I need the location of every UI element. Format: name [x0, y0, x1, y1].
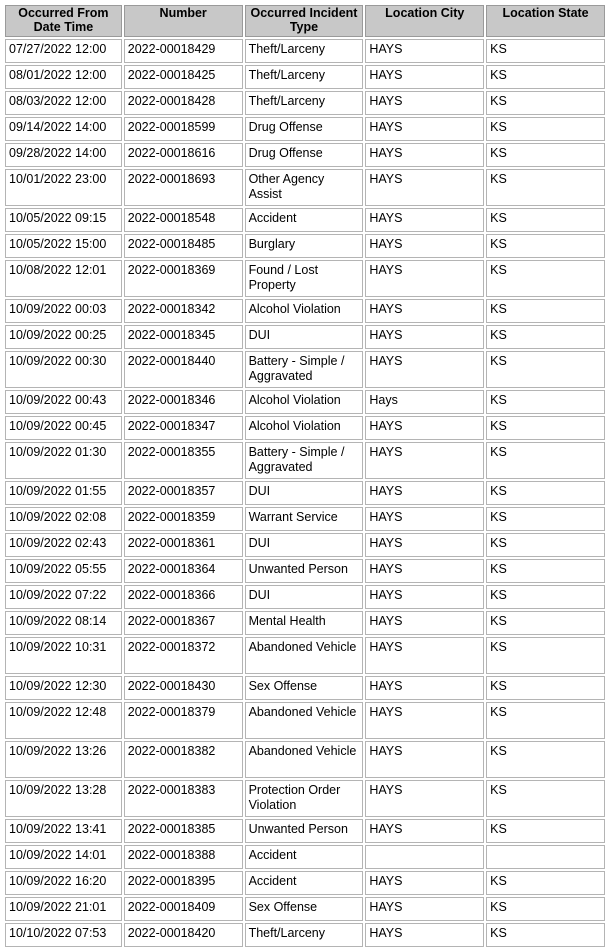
- cell-state: KS: [486, 871, 605, 895]
- cell-date-time: 10/09/2022 16:20: [5, 871, 122, 895]
- cell-number: 2022-00018409: [124, 897, 243, 921]
- cell-city: HAYS: [365, 143, 484, 167]
- cell-date-time: 10/09/2022 12:48: [5, 702, 122, 739]
- cell-incident-type: Alcohol Violation: [245, 416, 364, 440]
- cell-incident-type: DUI: [245, 325, 364, 349]
- cell-number: 2022-00018372: [124, 637, 243, 674]
- cell-state: KS: [486, 481, 605, 505]
- cell-city: HAYS: [365, 923, 484, 947]
- cell-incident-type: Accident: [245, 871, 364, 895]
- cell-date-time: 10/09/2022 02:08: [5, 507, 122, 531]
- cell-date-time: 10/09/2022 02:43: [5, 533, 122, 557]
- cell-number: 2022-00018382: [124, 741, 243, 778]
- table-row: [5, 91, 605, 115]
- cell-state: KS: [486, 143, 605, 167]
- cell-number: 2022-00018693: [124, 169, 243, 206]
- cell-incident-type: Theft/Larceny: [245, 923, 364, 947]
- cell-city: [365, 845, 484, 869]
- cell-date-time: 10/09/2022 01:55: [5, 481, 122, 505]
- cell-city: HAYS: [365, 299, 484, 323]
- cell-incident-type: Unwanted Person: [245, 559, 364, 583]
- cell-date-time: 08/03/2022 12:00: [5, 91, 122, 115]
- cell-date-time: 10/09/2022 10:31: [5, 637, 122, 674]
- cell-city: HAYS: [365, 611, 484, 635]
- cell-date-time: 10/09/2022 08:14: [5, 611, 122, 635]
- cell-state: KS: [486, 507, 605, 531]
- cell-number: 2022-00018379: [124, 702, 243, 739]
- cell-state: KS: [486, 325, 605, 349]
- cell-number: 2022-00018347: [124, 416, 243, 440]
- header-location-city: Location City: [365, 5, 484, 37]
- cell-date-time: 09/14/2022 14:00: [5, 117, 122, 141]
- table-row: [5, 923, 605, 947]
- cell-number: 2022-00018599: [124, 117, 243, 141]
- cell-date-time: 10/01/2022 23:00: [5, 169, 122, 206]
- cell-incident-type: Unwanted Person: [245, 819, 364, 843]
- header-occurred-incident-type: Occurred Incident Type: [245, 5, 364, 37]
- cell-date-time: 10/08/2022 12:01: [5, 260, 122, 297]
- cell-number: 2022-00018485: [124, 234, 243, 258]
- cell-state: KS: [486, 780, 605, 817]
- cell-state: KS: [486, 741, 605, 778]
- cell-date-time: 10/09/2022 00:30: [5, 351, 122, 388]
- cell-incident-type: Alcohol Violation: [245, 390, 364, 414]
- cell-city: HAYS: [365, 169, 484, 206]
- cell-city: HAYS: [365, 819, 484, 843]
- header-occurred-from-date-time: Occurred From Date Time: [5, 5, 122, 37]
- cell-date-time: 10/05/2022 15:00: [5, 234, 122, 258]
- cell-incident-type: Accident: [245, 208, 364, 232]
- cell-state: KS: [486, 416, 605, 440]
- cell-incident-type: Drug Offense: [245, 117, 364, 141]
- cell-incident-type: Mental Health: [245, 611, 364, 635]
- table-row: [5, 533, 605, 557]
- cell-city: HAYS: [365, 325, 484, 349]
- cell-state: KS: [486, 585, 605, 609]
- table-row: [5, 442, 605, 479]
- table-row: [5, 741, 605, 778]
- cell-date-time: 10/09/2022 13:28: [5, 780, 122, 817]
- table-row: [5, 169, 605, 206]
- cell-incident-type: Drug Offense: [245, 143, 364, 167]
- table-row: [5, 143, 605, 167]
- cell-state: KS: [486, 637, 605, 674]
- cell-number: 2022-00018355: [124, 442, 243, 479]
- cell-date-time: 10/05/2022 09:15: [5, 208, 122, 232]
- table-row: [5, 39, 605, 63]
- cell-number: 2022-00018395: [124, 871, 243, 895]
- table-row: [5, 507, 605, 531]
- cell-date-time: 10/09/2022 21:01: [5, 897, 122, 921]
- cell-date-time: 10/09/2022 00:43: [5, 390, 122, 414]
- cell-city: HAYS: [365, 702, 484, 739]
- cell-city: HAYS: [365, 416, 484, 440]
- cell-incident-type: Theft/Larceny: [245, 39, 364, 63]
- cell-incident-type: Protection Order Violation: [245, 780, 364, 817]
- cell-date-time: 10/09/2022 00:03: [5, 299, 122, 323]
- table-row: [5, 871, 605, 895]
- cell-state: KS: [486, 923, 605, 947]
- incident-table: [3, 3, 607, 949]
- header-location-state: Location State: [486, 5, 605, 37]
- table-row: [5, 416, 605, 440]
- cell-incident-type: Battery - Simple / Aggravated: [245, 351, 364, 388]
- cell-incident-type: Warrant Service: [245, 507, 364, 531]
- cell-city: HAYS: [365, 442, 484, 479]
- cell-date-time: 10/10/2022 07:53: [5, 923, 122, 947]
- cell-city: HAYS: [365, 507, 484, 531]
- cell-city: HAYS: [365, 637, 484, 674]
- cell-city: HAYS: [365, 91, 484, 115]
- cell-incident-type: Sex Offense: [245, 676, 364, 700]
- cell-date-time: 10/09/2022 07:22: [5, 585, 122, 609]
- cell-city: HAYS: [365, 234, 484, 258]
- cell-incident-type: DUI: [245, 481, 364, 505]
- cell-date-time: 10/09/2022 01:30: [5, 442, 122, 479]
- cell-number: 2022-00018420: [124, 923, 243, 947]
- table-row: [5, 702, 605, 739]
- cell-number: 2022-00018342: [124, 299, 243, 323]
- cell-city: Hays: [365, 390, 484, 414]
- cell-state: KS: [486, 299, 605, 323]
- cell-incident-type: Theft/Larceny: [245, 65, 364, 89]
- table-row: [5, 780, 605, 817]
- cell-number: 2022-00018383: [124, 780, 243, 817]
- table-row: [5, 260, 605, 297]
- table-row: [5, 208, 605, 232]
- table-row: [5, 845, 605, 869]
- cell-state: KS: [486, 351, 605, 388]
- cell-date-time: 10/09/2022 13:41: [5, 819, 122, 843]
- cell-number: 2022-00018357: [124, 481, 243, 505]
- cell-incident-type: Abandoned Vehicle: [245, 741, 364, 778]
- cell-number: 2022-00018359: [124, 507, 243, 531]
- cell-city: HAYS: [365, 351, 484, 388]
- table-row: [5, 819, 605, 843]
- cell-date-time: 09/28/2022 14:00: [5, 143, 122, 167]
- table-row: [5, 611, 605, 635]
- cell-city: HAYS: [365, 260, 484, 297]
- cell-state: KS: [486, 91, 605, 115]
- cell-incident-type: Accident: [245, 845, 364, 869]
- cell-incident-type: Abandoned Vehicle: [245, 637, 364, 674]
- cell-incident-type: DUI: [245, 585, 364, 609]
- cell-state: KS: [486, 390, 605, 414]
- cell-city: HAYS: [365, 481, 484, 505]
- cell-state: KS: [486, 676, 605, 700]
- cell-state: KS: [486, 208, 605, 232]
- cell-city: HAYS: [365, 897, 484, 921]
- table-row: [5, 351, 605, 388]
- cell-state: KS: [486, 559, 605, 583]
- cell-number: 2022-00018616: [124, 143, 243, 167]
- cell-date-time: 10/09/2022 00:45: [5, 416, 122, 440]
- table-row: [5, 299, 605, 323]
- cell-city: HAYS: [365, 676, 484, 700]
- table-row: [5, 117, 605, 141]
- cell-state: KS: [486, 442, 605, 479]
- cell-state: KS: [486, 702, 605, 739]
- cell-incident-type: Theft/Larceny: [245, 91, 364, 115]
- cell-city: HAYS: [365, 117, 484, 141]
- cell-city: HAYS: [365, 208, 484, 232]
- cell-incident-type: Sex Offense: [245, 897, 364, 921]
- cell-number: 2022-00018548: [124, 208, 243, 232]
- cell-state: KS: [486, 117, 605, 141]
- cell-date-time: 10/09/2022 05:55: [5, 559, 122, 583]
- cell-city: HAYS: [365, 741, 484, 778]
- cell-city: HAYS: [365, 871, 484, 895]
- cell-number: 2022-00018364: [124, 559, 243, 583]
- cell-state: KS: [486, 533, 605, 557]
- cell-date-time: 10/09/2022 14:01: [5, 845, 122, 869]
- cell-city: HAYS: [365, 780, 484, 817]
- cell-number: 2022-00018429: [124, 39, 243, 63]
- cell-state: KS: [486, 39, 605, 63]
- cell-state: KS: [486, 819, 605, 843]
- table-row: [5, 325, 605, 349]
- cell-incident-type: Found / Lost Property: [245, 260, 364, 297]
- cell-date-time: 10/09/2022 13:26: [5, 741, 122, 778]
- cell-incident-type: DUI: [245, 533, 364, 557]
- cell-state: KS: [486, 169, 605, 206]
- cell-city: HAYS: [365, 65, 484, 89]
- table-row: [5, 65, 605, 89]
- cell-state: [486, 845, 605, 869]
- cell-number: 2022-00018361: [124, 533, 243, 557]
- cell-city: HAYS: [365, 39, 484, 63]
- cell-number: 2022-00018388: [124, 845, 243, 869]
- cell-date-time: 10/09/2022 12:30: [5, 676, 122, 700]
- cell-number: 2022-00018345: [124, 325, 243, 349]
- table-row: [5, 234, 605, 258]
- table-row: [5, 390, 605, 414]
- cell-number: 2022-00018366: [124, 585, 243, 609]
- cell-incident-type: Other Agency Assist: [245, 169, 364, 206]
- cell-number: 2022-00018346: [124, 390, 243, 414]
- cell-city: HAYS: [365, 585, 484, 609]
- cell-incident-type: Burglary: [245, 234, 364, 258]
- cell-number: 2022-00018430: [124, 676, 243, 700]
- cell-city: HAYS: [365, 533, 484, 557]
- cell-number: 2022-00018385: [124, 819, 243, 843]
- cell-state: KS: [486, 611, 605, 635]
- table-row: [5, 559, 605, 583]
- cell-date-time: 10/09/2022 00:25: [5, 325, 122, 349]
- cell-state: KS: [486, 65, 605, 89]
- cell-incident-type: Battery - Simple / Aggravated: [245, 442, 364, 479]
- cell-number: 2022-00018425: [124, 65, 243, 89]
- cell-incident-type: Abandoned Vehicle: [245, 702, 364, 739]
- cell-date-time: 07/27/2022 12:00: [5, 39, 122, 63]
- cell-number: 2022-00018440: [124, 351, 243, 388]
- cell-number: 2022-00018369: [124, 260, 243, 297]
- table-row: [5, 897, 605, 921]
- cell-state: KS: [486, 260, 605, 297]
- header-number: Number: [124, 5, 243, 37]
- cell-state: KS: [486, 897, 605, 921]
- cell-state: KS: [486, 234, 605, 258]
- table-row: [5, 481, 605, 505]
- cell-incident-type: Alcohol Violation: [245, 299, 364, 323]
- table-row: [5, 637, 605, 674]
- table-header-row: [5, 5, 605, 37]
- cell-date-time: 08/01/2022 12:00: [5, 65, 122, 89]
- table-row: [5, 585, 605, 609]
- table-row: [5, 676, 605, 700]
- cell-city: HAYS: [365, 559, 484, 583]
- cell-number: 2022-00018367: [124, 611, 243, 635]
- cell-number: 2022-00018428: [124, 91, 243, 115]
